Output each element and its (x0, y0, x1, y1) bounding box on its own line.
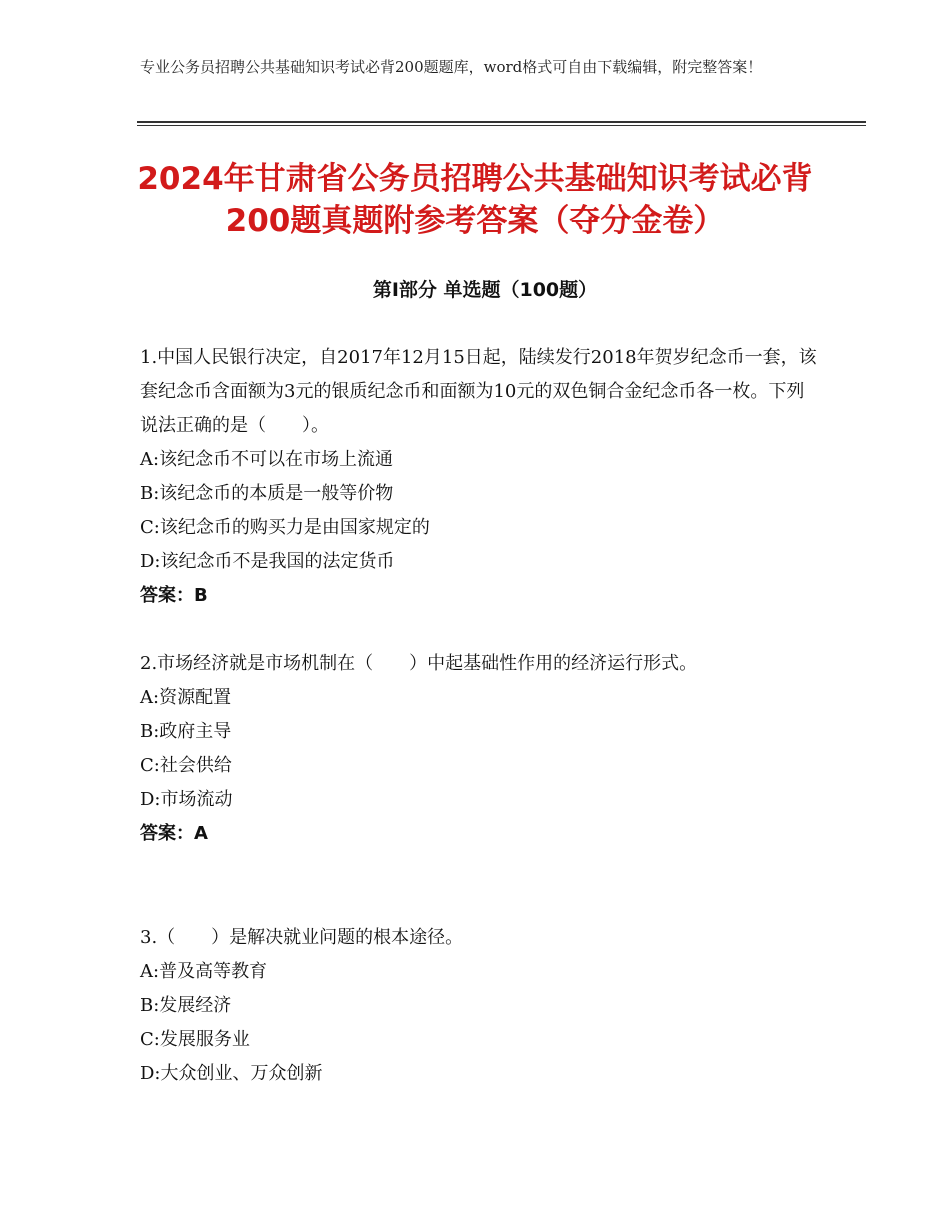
option-a: A:资源配置 (140, 687, 232, 708)
option-d: D:该纪念币不是我国的法定货币 (140, 551, 395, 572)
question-stem: 2.市场经济就是市场机制在（ ）中起基础性作用的经济运行形式。 (140, 653, 698, 674)
option-b: B:政府主导 (140, 721, 232, 742)
option-c: C:发展服务业 (140, 1029, 250, 1050)
answer: 答案：B (140, 585, 208, 606)
option-d: D:市场流动 (140, 789, 233, 810)
question-stem: 1.中国人民银行决定，自2017年12月15日起，陆续发行2018年贺岁纪念币一套，该套纪念币含面额为3元的银质纪念币和面额为10元的双色铜合金纪念币各一枚。下列说法正确的是（ ）。 (140, 347, 817, 436)
option-b: B:该纪念币的本质是一般等价物 (140, 483, 394, 504)
question-3 (140, 921, 820, 1091)
question-2 (140, 647, 820, 851)
header-note: 专业公务员招聘公共基础知识考试必背200题题库，word格式可自由下载编辑，附完整答案！ (140, 58, 763, 76)
section-title: 第Ⅰ部分 单选题（100题） (372, 279, 598, 301)
header-divider-thick (137, 121, 866, 123)
option-c: C:该纪念币的购买力是由国家规定的 (140, 517, 430, 538)
question-1 (140, 341, 820, 613)
answer: 答案：A (140, 823, 208, 844)
option-c: C:社会供给 (140, 755, 232, 776)
document-title: 2024年甘肃省公务员招聘公共基础知识考试必背200题真题附参考答案（夺分金卷） (137, 161, 813, 239)
option-d: D:大众创业、万众创新 (140, 1063, 323, 1084)
option-b: B:发展经济 (140, 995, 232, 1016)
header-divider-thin (137, 125, 866, 126)
option-a: A:该纪念币不可以在市场上流通 (140, 449, 394, 470)
option-a: A:普及高等教育 (140, 961, 268, 982)
question-stem: 3.（ ）是解决就业问题的根本途径。 (140, 927, 464, 948)
